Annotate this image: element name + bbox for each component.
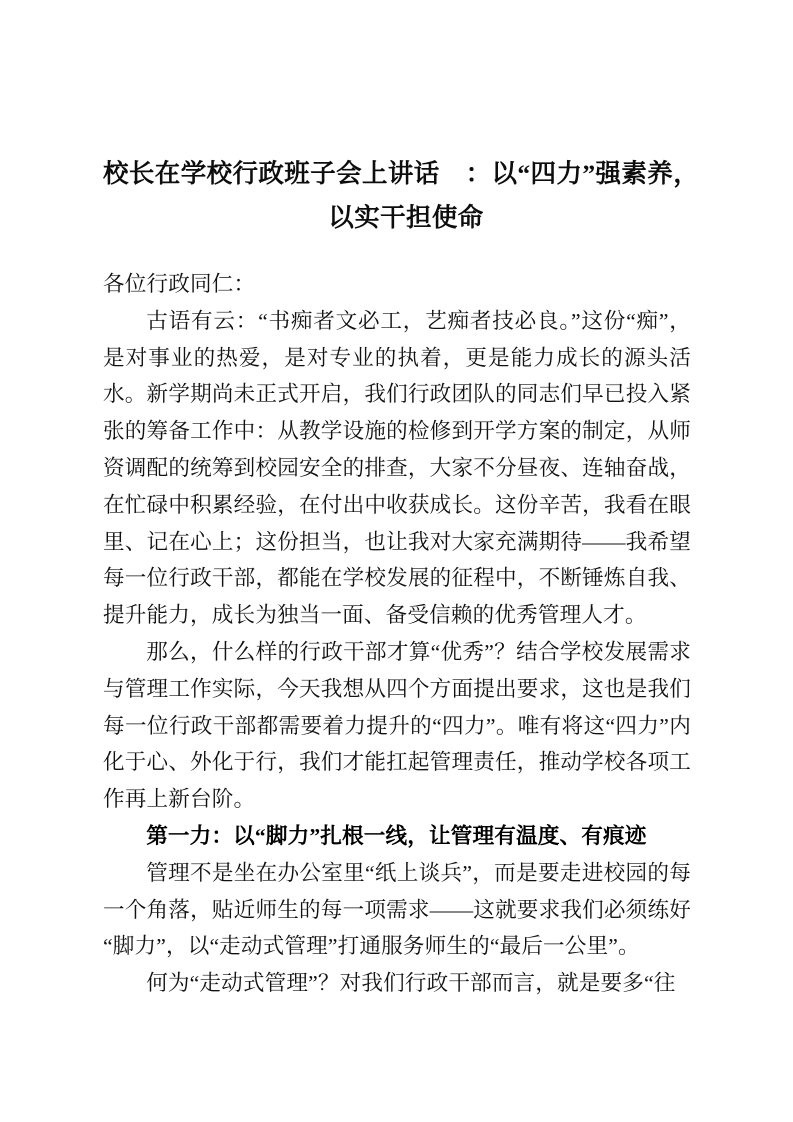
page-title (103, 140, 700, 240)
salutation: 各位行政同仁： (103, 272, 256, 296)
section-paragraph-1: 管理不是坐在办公室里“纸上谈兵”，而是要走进校园的每一个角落，贴近师生的每一项需求——这就要求我们必须练好“脚力”，以“走动式管理”打通服务师生的“最后一公里”。 (103, 860, 691, 959)
body-paragraph-1: 古语有云：“书痴者文必工，艺痴者技必良。”这份“痴”，是对事业的热爱，是对专业的执着，更是能力成长的源头活水。新学期尚未正式开启，我们行政团队的同志们早已投入紧张的筹备工作中：从教学设施的检修到开学方案的制定，从师资调配的统筹到校园安全的排查，大家不分昼夜、连轴奋战，在忙碌中积累经验，在付出中收获成长。这份辛苦，我看在眼里、记在心上；这份担当，也让我对大家充满期待——我希望每一位行政干部，都能在学校发展的征程中，不断锤炼自我、提升能力，成长为独当一面、备受信赖的优秀管理人才。 (103, 308, 691, 628)
section-paragraph-2: 何为“走动式管理”？对我们行政干部而言，就是要多“往 (146, 971, 676, 996)
title-line-primary: 校长在学校行政班子会上讲话 ：以“四力”强素养， (103, 159, 700, 188)
section-heading-first-force: 第一力：以“脚力”扎根一线，让管理有温度、有痕迹 (146, 823, 647, 848)
body-paragraph-2: 那么，什么样的行政干部才算“优秀”？结合学校发展需求与管理工作实际，今天我想从四个方面提出要求，这也是我们每一位行政干部都需要着力提升的“四力”。唯有将这“四力”内化于心、外化于行，我们才能扛起管理责任，推动学校各项工作再上新台阶。 (103, 639, 691, 812)
title-line-secondary: 以实干担使命 (328, 203, 484, 232)
document-body (103, 266, 691, 1002)
document-content (103, 140, 700, 1002)
